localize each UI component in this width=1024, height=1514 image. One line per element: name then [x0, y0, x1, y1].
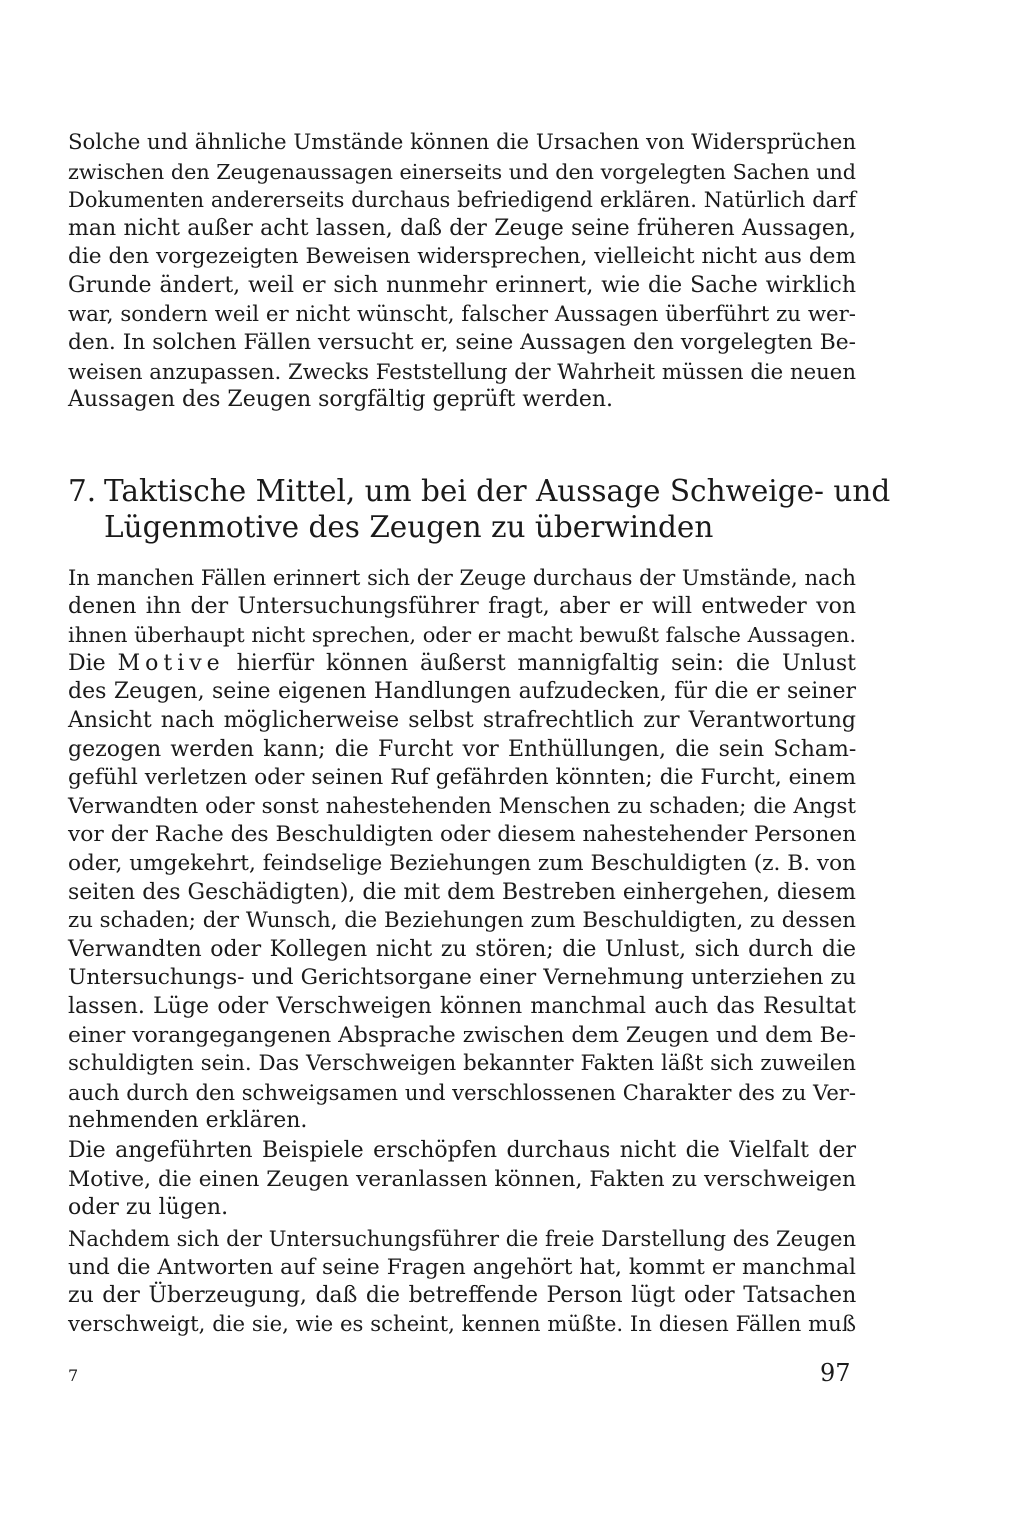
signature-mark: 7: [68, 1366, 79, 1385]
text-fragment: hierfür können äußerst mannigfaltig sein: die Unlust: [236, 650, 856, 676]
text-line: man nicht außer acht lassen, daß der Zeuge seine früheren Aussagen,: [68, 215, 856, 241]
text-line: oder zu lügen.: [68, 1195, 229, 1221]
text-line: auch durch den schweigsamen und verschlossenen Charakter des zu Ver-: [68, 1079, 856, 1105]
text-line: die den vorgezeigten Beweisen widersprechen, vielleicht nicht aus dem: [68, 244, 856, 270]
text-line: des Zeugen, seine eigenen Handlungen aufzudecken, für die er seiner: [68, 679, 856, 705]
section-number: 7.: [68, 474, 97, 508]
text-line: gezogen werden kann; die Furcht vor Enthüllungen, die sein Scham-: [68, 736, 857, 762]
text-line: weisen anzupassen. Zwecks Feststellung der Wahrheit müssen die neuen: [68, 358, 856, 384]
section-title-line-1: Taktische Mittel, um bei der Aussage Schweige- und: [104, 474, 891, 508]
text-line: Verwandten oder Kollegen nicht zu stören; die Unlust, sich durch die: [68, 936, 857, 962]
text-line: zwischen den Zeugenaussagen einerseits und den vorgelegten Sachen und: [68, 159, 856, 184]
paragraph-3: [68, 1137, 856, 1223]
text-line: [68, 650, 856, 679]
text-line: verschweigt, die sie, wie es scheint, kennen müßte. In diesen Fällen muß: [68, 1311, 856, 1337]
text-line: Nachdem sich der Untersuchungsführer die freie Darstellung des Zeugen: [68, 1226, 856, 1251]
paragraph-4: [68, 1225, 856, 1339]
text-line: seiten des Geschädigten), die mit dem Bestreben einhergehen, diesem: [68, 879, 856, 905]
text-line: In manchen Fällen erinnert sich der Zeuge durchaus der Umstände, nach: [68, 565, 856, 590]
paragraph-2: [68, 564, 856, 1136]
text-line: lassen. Lüge oder Verschweigen können manchmal auch das Resultat: [68, 993, 856, 1019]
paragraph-1: [68, 129, 856, 415]
text-line: zu schaden; der Wunsch, die Beziehungen zum Beschuldigten, zu dessen: [68, 908, 856, 934]
text-line: und die Antworten auf seine Fragen angehört hat, kommt er manchmal: [68, 1254, 856, 1280]
text-line: Dokumenten andererseits durchaus befriedigend erklären. Natürlich darf: [68, 187, 856, 213]
text-line: den. In solchen Fällen versucht er, seine Aussagen den vorgelegten Be-: [68, 330, 856, 356]
text-line: gefühl verletzen oder seinen Ruf gefährden könnten; die Furcht, einem: [68, 765, 856, 791]
text-line: Solche und ähnliche Umstände können die Ursachen von Widersprüchen: [68, 130, 856, 155]
text-line: oder, umgekehrt, feindselige Beziehungen zum Beschuldigten (z. B. von: [68, 850, 856, 876]
emphasized-word: Motive: [117, 650, 225, 676]
section-title-line-2: Lügenmotive des Zeugen zu überwinden: [104, 510, 714, 544]
text-line: denen ihn der Untersuchungsführer fragt, aber er will entweder von: [68, 593, 856, 619]
text-line: ihnen überhaupt nicht sprechen, oder er macht bewußt falsche Aussagen.: [68, 623, 856, 648]
text-line: einer vorangegangenen Absprache zwischen dem Zeugen und dem Be-: [68, 1022, 856, 1048]
text-line: Die angeführten Beispiele erschöpfen durchaus nicht die Vielfalt der: [68, 1138, 856, 1163]
section-heading: [68, 473, 891, 545]
text-line: war, sondern weil er nicht wünscht, falscher Aussagen überführt zu wer-: [68, 301, 856, 327]
text-line: Motive, die einen Zeugen veranlassen können, Fakten zu verschweigen: [68, 1166, 856, 1192]
text-line: Ansicht nach möglicherweise selbst strafrechtlich zur Verantwortung: [68, 707, 856, 733]
text-line: schuldigten sein. Das Verschweigen bekannter Fakten läßt sich zuweilen: [68, 1051, 856, 1077]
text-line: nehmenden erklären.: [68, 1108, 308, 1134]
text-line: Untersuchungs- und Gerichtsorgane einer Vernehmung unterziehen zu: [68, 965, 856, 991]
text-line: zu der Überzeugung, daß die betreffende Person lügt oder Tatsachen: [68, 1283, 857, 1309]
text-fragment: Die: [68, 650, 106, 676]
page-number: 97: [820, 1359, 851, 1387]
text-line: Aussagen des Zeugen sorgfältig geprüft werden.: [68, 387, 614, 413]
text-line: Grunde ändert, weil er sich nunmehr erinnert, wie die Sache wirklich: [68, 272, 856, 298]
text-line: Verwandten oder sonst nahestehenden Menschen zu schaden; die Angst: [68, 793, 856, 819]
text-line: vor der Rache des Beschuldigten oder diesem nahestehender Personen: [68, 822, 857, 848]
